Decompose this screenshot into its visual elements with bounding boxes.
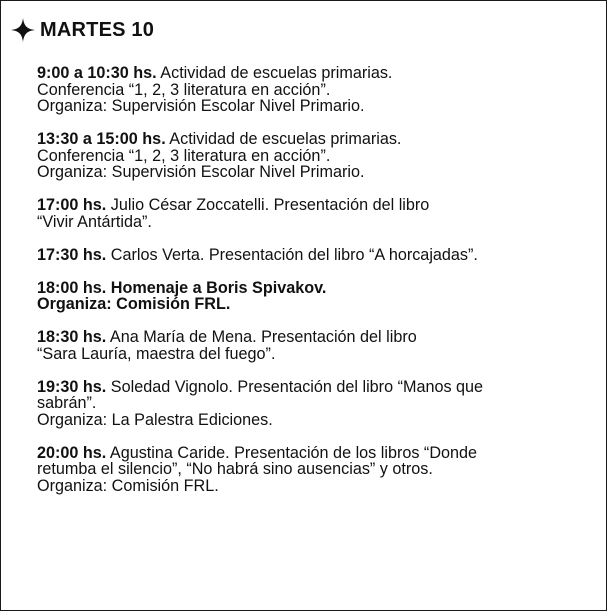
event-time: 18:00 hs.: [37, 278, 107, 297]
event-time: 17:30 hs.: [37, 245, 107, 264]
event-time: 20:00 hs.: [37, 443, 107, 462]
event-description: Agustina Caride. Presentación de los libros “Donde: [109, 443, 478, 462]
four-pointed-star-icon: [10, 17, 36, 43]
event-item: [37, 247, 597, 264]
event-description: Actividad de escuelas primarias.: [169, 130, 402, 148]
event-organizer: Organiza: Comisión FRL.: [37, 295, 231, 313]
event-organizer: Organiza: Supervisión Escolar Nivel Primario.: [37, 97, 365, 115]
event-organizer: Organiza: Comisión FRL.: [37, 476, 219, 495]
event-item: [37, 131, 597, 181]
event-description: Soledad Vignolo. Presentación del libro “Manos que: [110, 377, 484, 396]
event-item: [37, 65, 597, 115]
event-time: 17:00 hs.: [37, 196, 107, 214]
event-detail: “Sara Lauría, maestra del fuego”.: [37, 344, 276, 363]
event-time: 19:30 hs.: [37, 377, 107, 396]
event-item: [37, 197, 597, 230]
event-description: Ana María de Mena. Presentación del libro: [109, 328, 417, 346]
event-description: Carlos Verta. Presentación del libro “A horcajadas”.: [110, 245, 478, 264]
event-item: [37, 379, 597, 429]
event-time: 9:00 a 10:30 hs.: [37, 64, 157, 82]
event-item: [37, 329, 597, 362]
event-item: [37, 445, 597, 495]
day-title: MARTES 10: [40, 18, 155, 41]
event-detail: “Vivir Antártida”.: [37, 212, 152, 231]
event-description: Homenaje a Boris Spivakov.: [110, 278, 327, 297]
event-detail: Conferencia “1, 2, 3 literatura en acción”.: [37, 146, 331, 165]
event-time: 13:30 a 15:00 hs.: [37, 130, 166, 148]
event-description: Actividad de escuelas primarias.: [160, 64, 393, 82]
event-list: [37, 65, 597, 511]
event-detail: sabrán”.: [37, 394, 97, 412]
event-time: 18:30 hs.: [37, 328, 107, 346]
event-item-highlight: [37, 280, 597, 313]
event-detail: retumba el silencio”, “No habrá sino ausencias” y otros.: [37, 460, 433, 478]
event-organizer: Organiza: Supervisión Escolar Nivel Primario.: [37, 163, 365, 181]
day-header: [10, 17, 154, 43]
event-detail: Conferencia “1, 2, 3 literatura en acción”.: [37, 80, 331, 99]
event-description: Julio César Zoccatelli. Presentación del libro: [110, 196, 430, 214]
event-organizer: Organiza: La Palestra Ediciones.: [37, 410, 273, 429]
